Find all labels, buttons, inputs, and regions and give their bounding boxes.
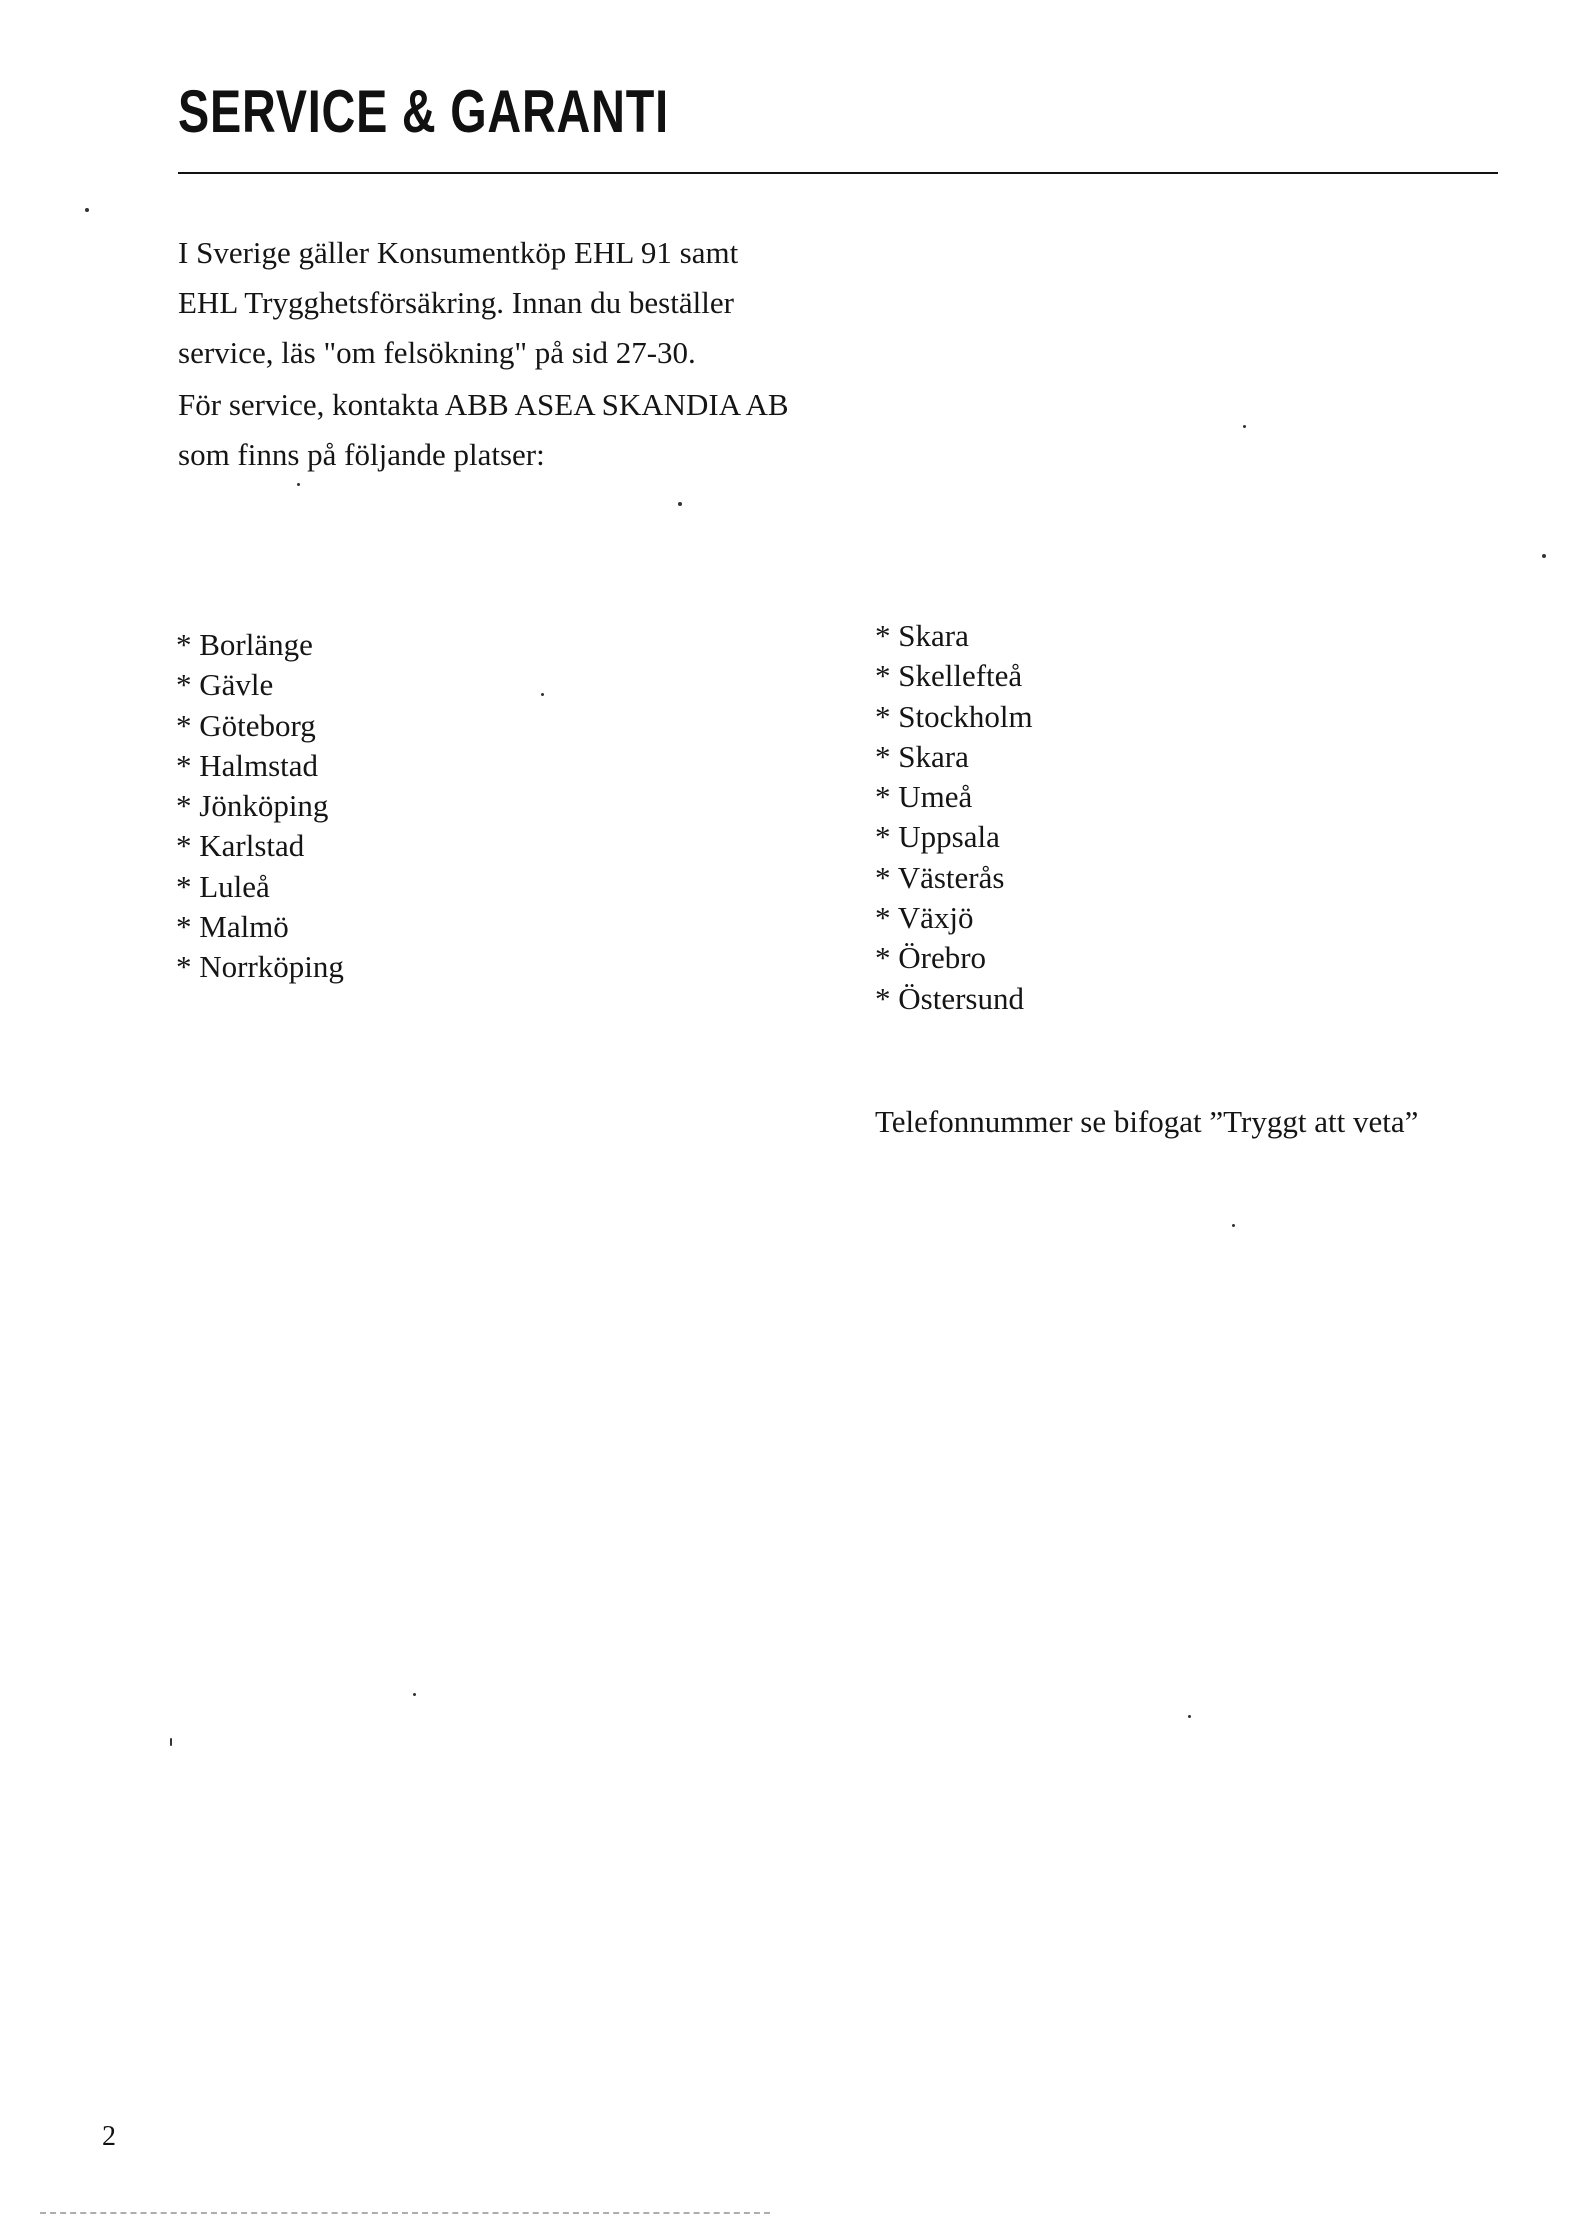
scan-speck [297,483,300,486]
location-item: * Växjö [875,898,1033,938]
intro-line: EHL Trygghetsförsäkring. Innan du beställer [178,285,734,320]
location-item: * Örebro [875,938,1033,978]
location-item: * Skellefteå [875,656,1033,696]
scan-speck [1188,1715,1191,1718]
intro-paragraph-2 [178,380,878,480]
scan-speck [1542,554,1546,558]
location-list-right [875,616,1033,1019]
location-item: * Östersund [875,979,1033,1019]
scan-speck [1243,425,1246,428]
location-list-left [176,625,344,988]
location-item: * Jönköping [176,786,344,826]
location-item: * Norrköping [176,947,344,987]
location-item: * Umeå [875,777,1033,817]
intro-text [178,228,878,480]
location-item: * Karlstad [176,826,344,866]
intro-paragraph-1 [178,228,878,378]
scan-edge-noise [40,2212,770,2214]
location-item: * Västerås [875,858,1033,898]
scan-speck [413,1693,416,1696]
location-item: * Uppsala [875,817,1033,857]
page-number: 2 [102,2121,116,2152]
location-item: * Gävle [176,665,344,705]
scan-speck [541,693,544,696]
scan-speck [1232,1224,1235,1227]
scan-speck [678,502,682,506]
title-divider [178,172,1498,174]
scan-speck [170,1738,172,1746]
intro-line: För service, kontakta ABB ASEA SKANDIA AB [178,387,789,422]
location-item: * Halmstad [176,746,344,786]
location-item: * Malmö [176,907,344,947]
page-title: SERVICE & GARANTI [178,78,669,145]
intro-line: service, läs "om felsökning" på sid 27-30. [178,335,696,370]
phone-number-note: Telefonnummer se bifogat ”Tryggt att veta” [875,1104,1419,1139]
intro-line: som finns på följande platser: [178,437,545,472]
scan-speck [85,208,89,212]
intro-line: I Sverige gäller Konsumentköp EHL 91 samt [178,235,739,270]
location-item: * Göteborg [176,706,344,746]
location-item: * Luleå [176,867,344,907]
location-item: * Skara [875,737,1033,777]
location-item: * Stockholm [875,697,1033,737]
location-item: * Borlänge [176,625,344,665]
location-item: * Skara [875,616,1033,656]
